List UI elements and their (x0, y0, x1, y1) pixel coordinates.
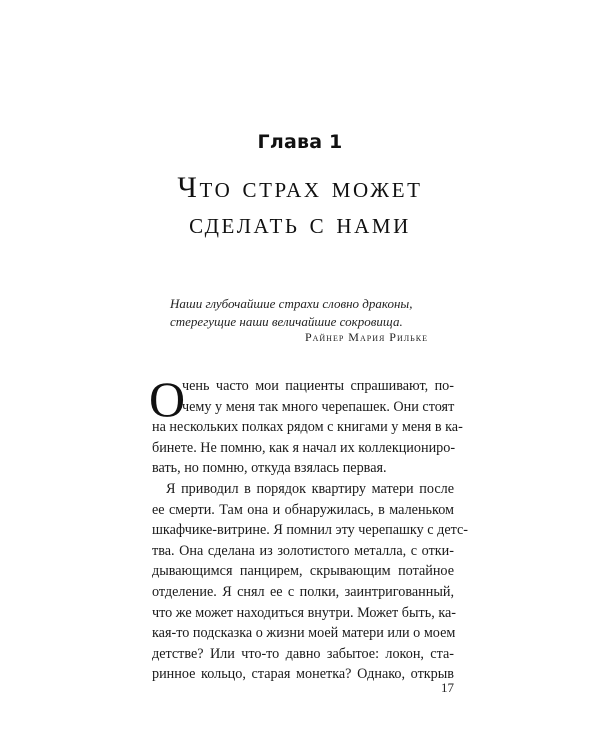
epigraph-line-1: Наши глубочайшие страхи словно драконы, (170, 296, 413, 311)
drop-cap: О (149, 371, 186, 427)
epigraph (170, 295, 428, 331)
chapter-label: Глава 1 (257, 131, 343, 153)
body-line: что же может находиться внутри. Может быть, ка- (152, 604, 457, 621)
body-line: кая-то подсказка о жизни моей матери или о моем (152, 625, 456, 642)
body-line: вать, но помню, откуда взялась первая. (152, 460, 387, 477)
epigraph-line-2: стерегущие наши величайшие сокровища. (170, 314, 403, 329)
chapter-title-line-2: сделать с нами (189, 207, 411, 240)
body-line: Я приводил в порядок квартиру матери после (166, 480, 454, 497)
body-line: детстве? Или что-то давно забытое: локон, ста- (152, 645, 454, 662)
chapter-title-line-1: Что страх может (177, 171, 423, 204)
body-line: отделение. Я снял ее с полки, заинтригованный, (152, 583, 454, 600)
body-text (149, 371, 469, 685)
chapter-title (0, 170, 600, 242)
body-line: ринное кольцо, старая монетка? Однако, открыв (152, 666, 454, 683)
body-line: дывающимся панцирем, скрывающим потайное (152, 563, 454, 580)
body-line: шкафчике-витрине. Я помнил эту черепашку с детс- (152, 522, 469, 539)
body-line: чему у меня так много черепашек. Они стоят (182, 398, 455, 415)
body-line: бинете. Не помню, как я начал их коллекциониро- (152, 439, 456, 456)
body-line: тва. Она сделана из золотистого металла, с отки- (152, 542, 454, 559)
epigraph-author: Райнер Мария Рильке (304, 330, 428, 344)
body-line: чень часто мои пациенты спрашивают, по- (182, 378, 454, 394)
body-line: ее смерти. Там она и обнаружилась, в маленьком (152, 501, 454, 518)
body-line: на нескольких полках рядом с книгами у меня в ка- (152, 419, 463, 436)
page-number: 17 (441, 680, 454, 695)
